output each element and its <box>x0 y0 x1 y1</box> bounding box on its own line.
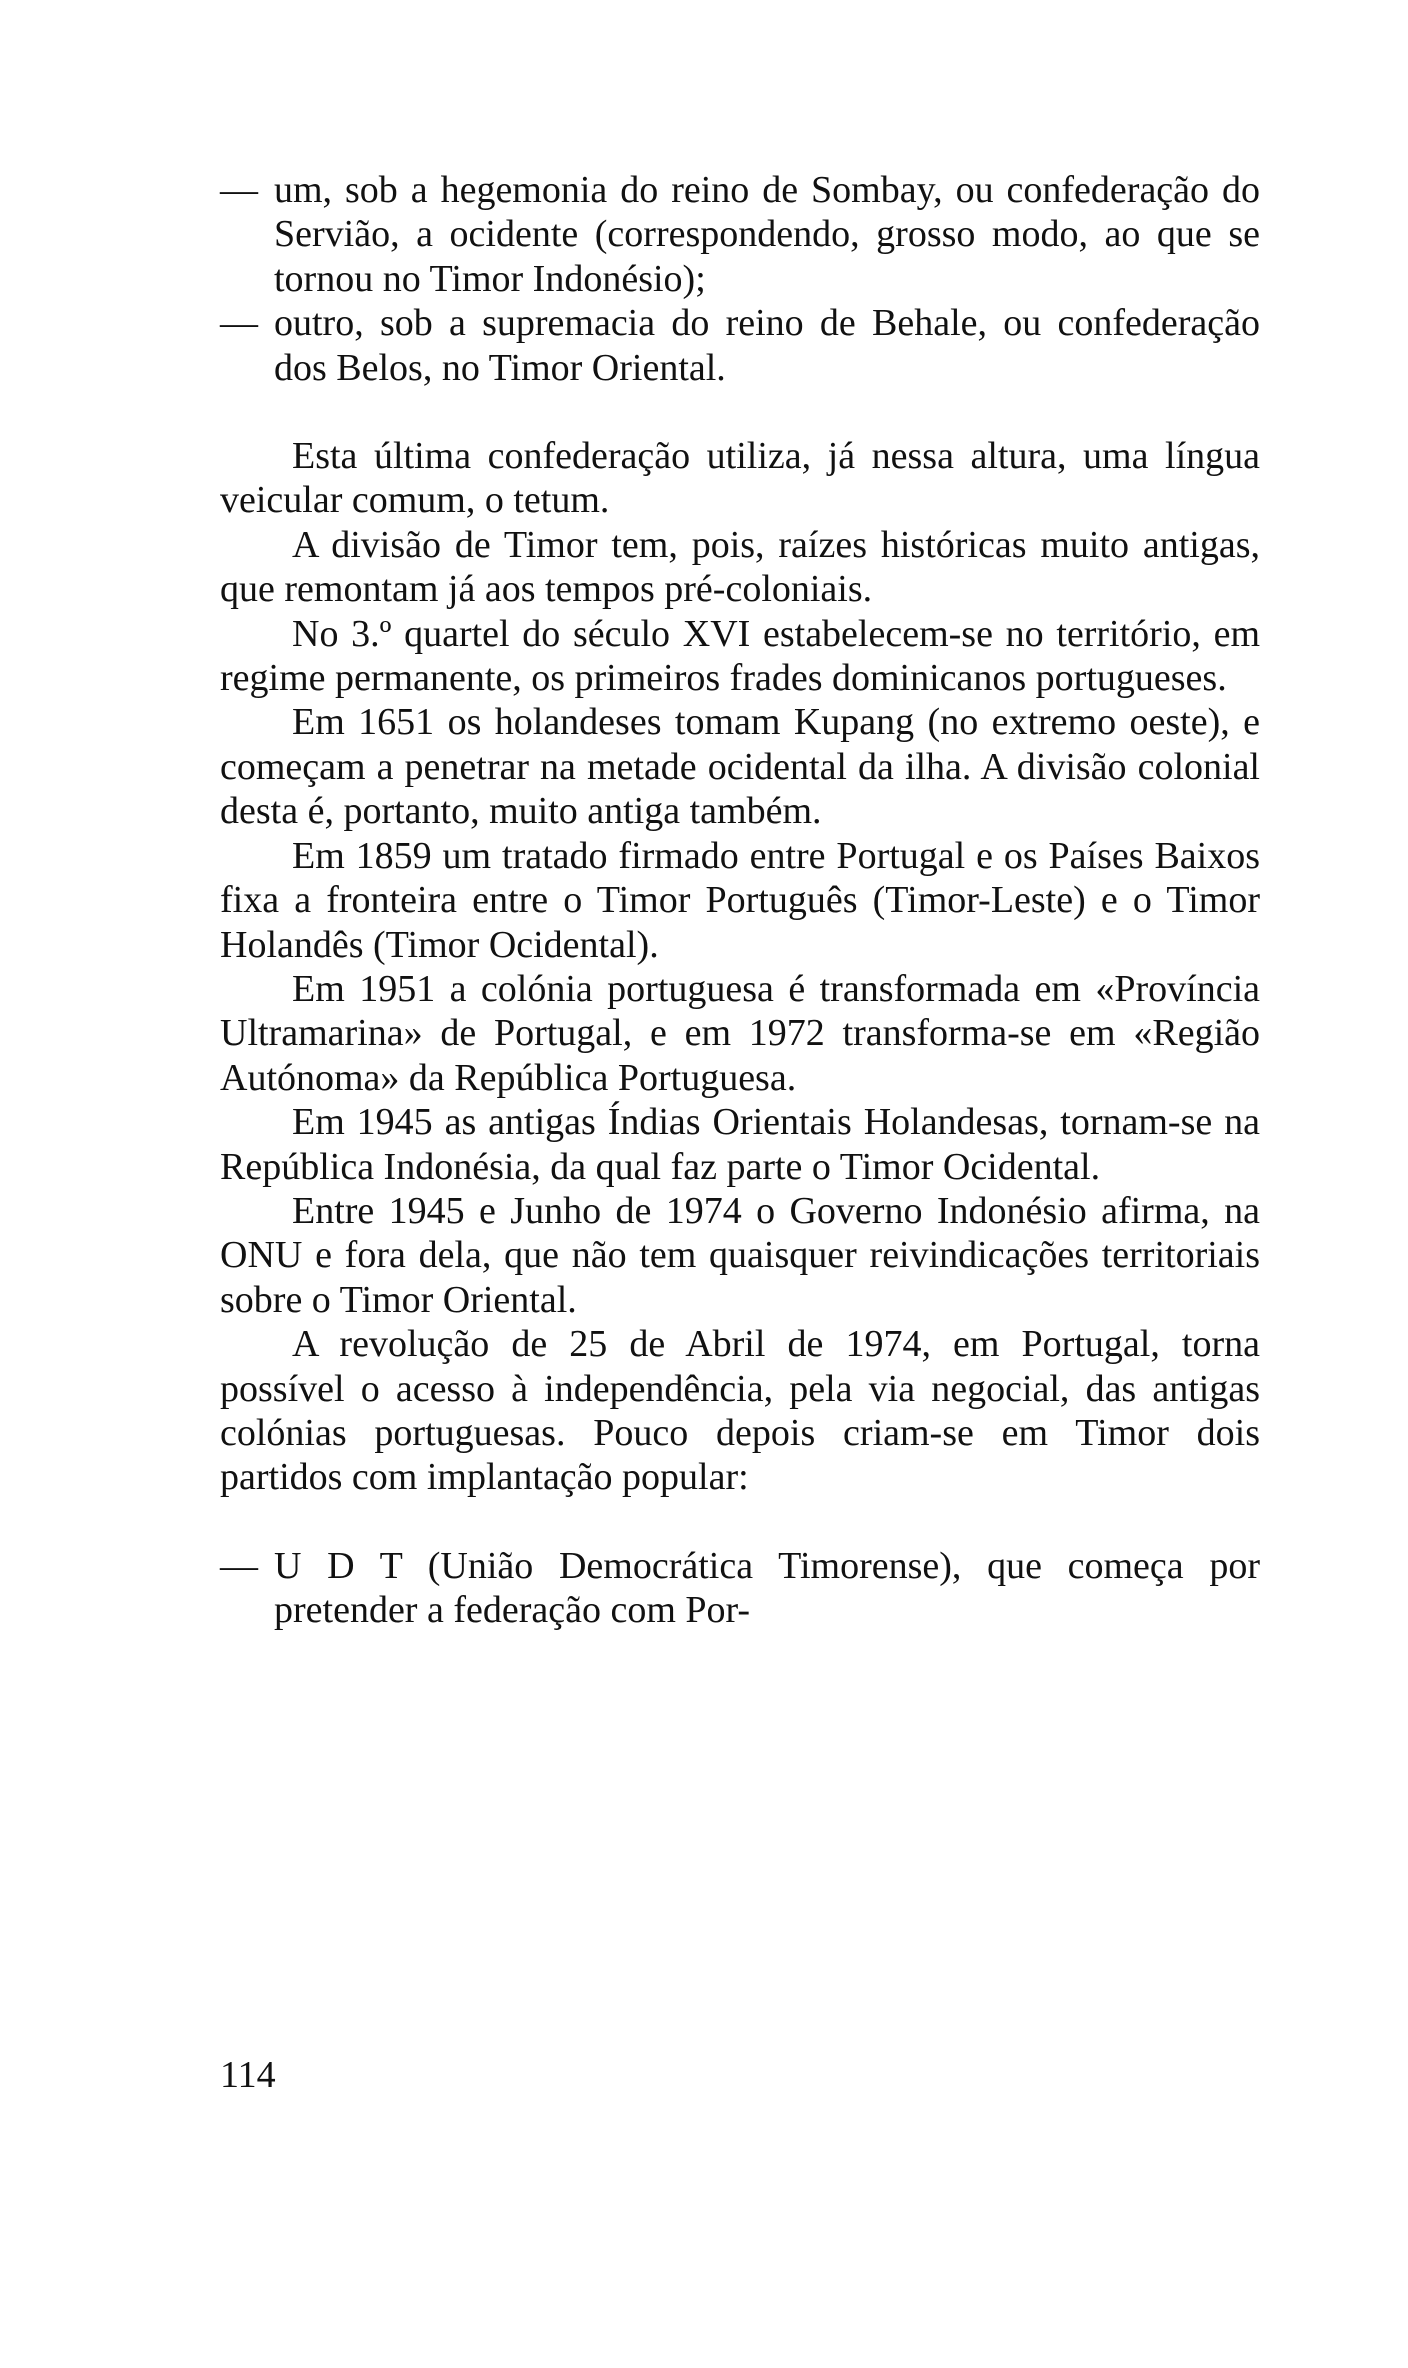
paragraph: Esta última confederação utiliza, já nessa altura, uma língua veicular comum, o tetum. <box>220 435 1260 522</box>
list-item <box>220 168 1260 301</box>
page-body <box>220 168 1260 1633</box>
paragraph: Entre 1945 e Junho de 1974 o Governo Indonésio afirma, na ONU e fora dela, que não tem quaisquer reivindicações territoriais sobre o Timor Oriental. <box>220 1189 1260 1321</box>
list-item-text: um, sob a hegemonia do reino de Sombay, ou confederação do Servião, a ocidente (correspondendo, grosso modo, ao que se tornou no Timor Indonésio); <box>274 169 1260 300</box>
paragraph: No 3.º quartel do século XVI estabelecem-se no território, em regime permanente, os primeiros frades dominicanos portugueses. <box>220 612 1260 700</box>
spacer <box>220 1500 1260 1544</box>
list-item-text: outro, sob a supremacia do reino de Behale, ou confederação dos Belos, no Timor Oriental. <box>274 302 1260 389</box>
dash-marker: — <box>220 1544 258 1587</box>
list-item-text: U D T (União Democrática Timorense), que começa por pretender a federação com Por- <box>274 1544 1260 1632</box>
paragraph: Em 1945 as antigas Índias Orientais Holandesas, tornam-se na República Indonésia, da qual faz parte o Timor Ocidental. <box>220 1101 1260 1188</box>
paragraph: Em 1859 um tratado firmado entre Portugal e os Países Baixos fixa a fronteira entre o Timor Português (Timor-Leste) e o Timor Holandês (Timor Ocidental). <box>220 834 1260 966</box>
paragraph: A divisão de Timor tem, pois, raízes históricas muito antigas, que remontam já aos tempos pré-coloniais. <box>220 523 1260 611</box>
paragraph: A revolução de 25 de Abril de 1974, em Portugal, torna possível o acesso à independência, pela via negocial, das antigas colónias portuguesas. Pouco depois criam-se em Timor dois partidos com implantação popular: <box>220 1323 1260 1499</box>
list-item <box>220 301 1260 390</box>
page-number: 114 <box>220 2054 276 2096</box>
spacer <box>220 390 1260 434</box>
list-item <box>220 1544 1260 1633</box>
dash-marker: — <box>220 302 258 345</box>
dash-marker: — <box>220 169 258 211</box>
paragraph: Em 1651 os holandeses tomam Kupang (no extremo oeste), e começam a penetrar na metade ocidental da ilha. A divisão colonial desta é, portanto, muito antiga também. <box>220 701 1260 833</box>
paragraph: Em 1951 a colónia portuguesa é transformada em «Província Ultramarina» de Portugal, e em 1972 transforma-se em «Região Autónoma» da República Portuguesa. <box>220 967 1260 1099</box>
